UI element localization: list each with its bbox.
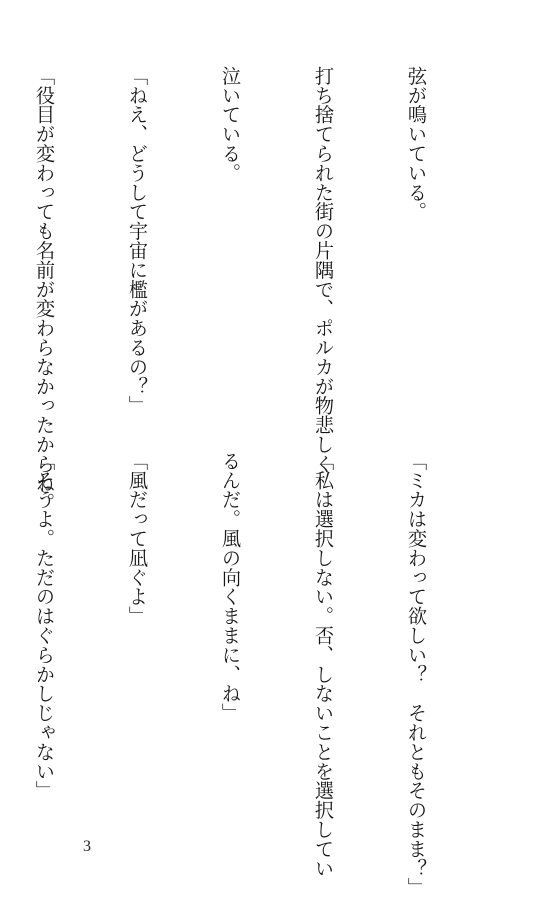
text-line: 弦が鳴いている。 (405, 66, 428, 222)
text-line: 泣いている。 (219, 66, 242, 183)
text-line: 「役目が変わっても名前が変わらなかったからね。 (33, 66, 56, 513)
text-line: 「風だって凪ぐよ」 (126, 451, 149, 626)
page-number: 3 (83, 838, 91, 855)
text-line: 「そうよ。ただのはぐらかしじゃない」 (33, 451, 56, 801)
text-line: 「私は選択しない。否、しないことを選択してい (312, 451, 335, 878)
text-block-lower (33, 451, 494, 898)
text-block-upper (33, 66, 494, 513)
text-line: 「ミカは変わって欲しい？ それともそのまま？」 (405, 451, 428, 898)
text-line: るんだ。風の向くままに、ね」 (219, 451, 242, 723)
text-line: 「ねえ、どうして宇宙に檻があるの？」 (126, 66, 149, 416)
text-line: 打ち捨てられた街の片隅で、ポルカが物悲しく (312, 66, 335, 474)
